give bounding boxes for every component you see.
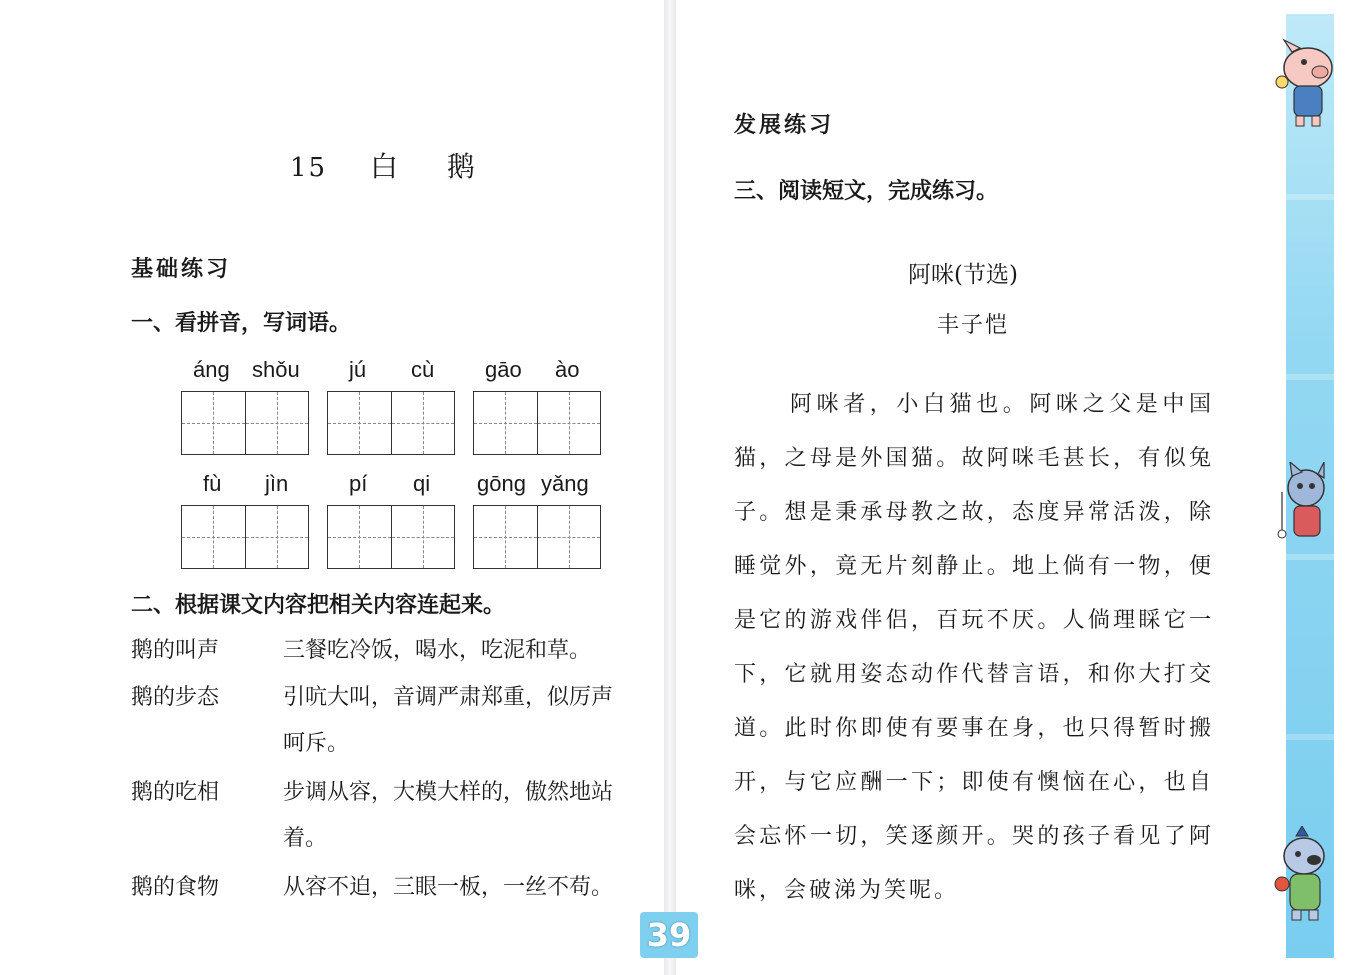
lesson-number: 15 [290, 153, 328, 183]
pinyin-syllable: jìn [265, 471, 289, 496]
pinyin-box-2 [327, 357, 457, 387]
question-1-heading: 一、看拼音，写词语。 [131, 311, 352, 336]
pinyin-box-5 [327, 471, 457, 501]
passage-author: 丰子恺 [937, 313, 1010, 338]
match-left-item[interactable]: 鹅的吃相 [131, 780, 220, 805]
match-right-item[interactable]: 从容不迫，三眼一板，一丝不苟。 [283, 875, 614, 900]
pinyin-syllable: áng [193, 357, 230, 382]
book-gutter [664, 0, 676, 975]
pinyin-syllable: jú [349, 357, 367, 382]
pinyin-syllable: shǒu [252, 357, 300, 382]
pinyin-syllable: qi [413, 471, 431, 496]
lesson-title [290, 145, 477, 185]
passage-paragraph: 阿咪者，小白猫也。阿咪之父是中国猫，之母是外国猫。故阿咪毛甚长，有似兔子。想是秉承母教之故，态度异常活泼，除睡觉外，竟无片刻静止。地上倘有一物，便是它的游戏伴侣，百玩不厌。人倘理睬它一下，它就用姿态动作代替言语，和你大打交道。此时你即使有要事在身，也只得暂时搬开，与它应酬一下；即使有懊恼在心，也自会忘怀一切，笑逐颜开。哭的孩子看见了阿咪，会破涕为笑呢。 [734, 392, 1214, 903]
pinyin-syllable: yǎng [541, 471, 589, 496]
match-left-item[interactable]: 鹅的食物 [131, 875, 220, 900]
match-left-item[interactable]: 鹅的步态 [131, 685, 220, 710]
match-right-item[interactable]: 步调从容，大模大样的，傲然地站着。 [283, 780, 614, 851]
match-left-item[interactable]: 鹅的叫声 [131, 638, 220, 663]
writing-grid[interactable] [181, 391, 309, 455]
writing-grid[interactable] [473, 505, 601, 569]
pinyin-box-1 [181, 357, 311, 387]
pinyin-syllable: gāo [485, 357, 522, 382]
writing-grid[interactable] [181, 505, 309, 569]
pinyin-syllable: ào [555, 357, 580, 382]
reading-passage [734, 378, 1214, 918]
passage-title: 阿咪(节选) [908, 262, 1018, 288]
pinyin-box-4 [181, 471, 311, 501]
section-dev-heading: 发展练习 [734, 113, 835, 138]
pinyin-syllable: fù [203, 471, 222, 496]
cat-cartoon-icon [1272, 462, 1338, 552]
pinyin-syllable: gōng [477, 471, 526, 496]
lesson-title-char-2: 鹅 [446, 150, 477, 183]
writing-grid[interactable] [327, 505, 455, 569]
match-left-column [131, 628, 219, 912]
question-3-heading: 三、阅读短文，完成练习。 [734, 179, 999, 204]
pig-cartoon-icon [1270, 38, 1340, 130]
question-2-heading: 二、根据课文内容把相关内容连起来。 [131, 593, 506, 618]
writing-grid[interactable] [473, 391, 601, 455]
match-right-item[interactable]: 引吭大叫，音调严肃郑重，似厉声呵斥。 [283, 685, 614, 756]
dog-cartoon-icon [1268, 826, 1340, 926]
match-right-column [283, 628, 623, 911]
pinyin-box-3 [473, 357, 603, 387]
pinyin-syllable: pí [349, 471, 368, 496]
pinyin-box-6 [473, 471, 603, 501]
pinyin-syllable: cù [411, 357, 435, 382]
section-basic-heading: 基础练习 [131, 257, 232, 282]
page-number-badge: 39 [640, 912, 698, 958]
match-right-item[interactable]: 三餐吃冷饭，喝水，吃泥和草。 [283, 638, 592, 663]
writing-grid[interactable] [327, 391, 455, 455]
lesson-title-char-1: 白 [370, 150, 401, 183]
